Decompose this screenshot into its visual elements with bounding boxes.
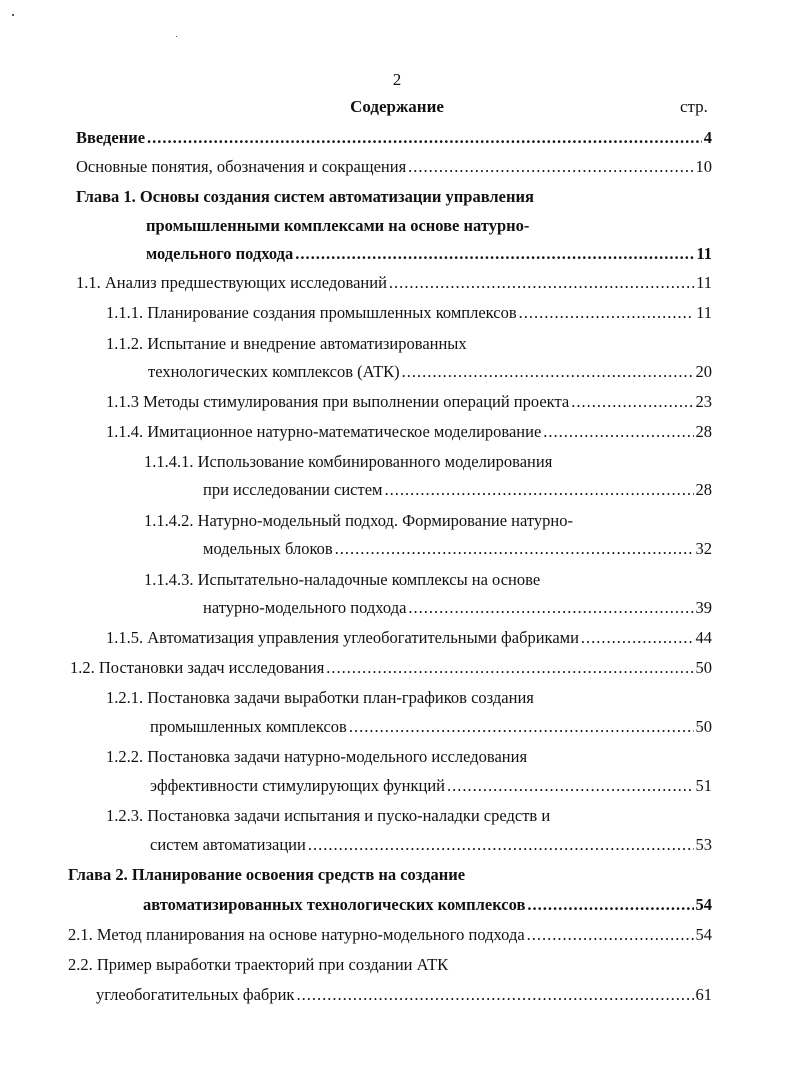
toc-entry-1-2-2-line-1: 1.2.2. Постановка задачи натурно-модельного исследования — [106, 747, 528, 766]
toc-leader-dots — [519, 302, 694, 324]
toc-entry-text: Введение — [76, 128, 146, 147]
toc-entry-1-1-4-1 — [203, 479, 712, 501]
toc-entry-text: натурно-модельного подхода — [203, 598, 407, 617]
toc-entry-text: 1.1.4. Имитационное натурно-математическое моделирование — [106, 422, 542, 441]
toc-entry-page: 4 — [703, 128, 712, 147]
toc-entry-1-2-2 — [150, 775, 712, 797]
toc-chapter-1-line-2: промышленными комплексами на основе натурно- — [146, 216, 530, 235]
toc-leader-dots — [308, 834, 694, 856]
scan-speck — [176, 36, 177, 37]
toc-entry-text: при исследовании систем — [203, 480, 383, 499]
toc-entry-page: 54 — [695, 925, 712, 944]
toc-entry-text: эффективности стимулирующих функций — [150, 776, 445, 795]
toc-entry-page: 11 — [696, 273, 712, 292]
toc-leader-dots — [389, 272, 694, 294]
toc-entry-1-1 — [76, 272, 712, 294]
toc-entry-text: Основные понятия, обозначения и сокращения — [76, 157, 407, 176]
toc-entry-text: модельных блоков — [203, 539, 333, 558]
toc-leader-dots — [326, 657, 693, 679]
toc-leader-dots — [384, 479, 693, 501]
scan-speck — [12, 14, 14, 16]
toc-leader-dots — [349, 716, 694, 738]
toc-entry-1-1-1 — [106, 302, 712, 324]
toc-chapter-2-line-1: Глава 2. Планирование освоения средств на создание — [68, 865, 466, 884]
toc-entry-page: 50 — [695, 717, 712, 736]
toc-entry-2-2 — [96, 984, 712, 1006]
toc-entry-2-1 — [68, 924, 712, 946]
toc-leader-dots — [571, 391, 693, 413]
toc-entry-1-1-2 — [148, 361, 712, 383]
toc-entry-text: систем автоматизации — [150, 835, 306, 854]
toc-entry-introduction — [76, 127, 712, 149]
toc-entry-text: 1.2. Постановки задач исследования — [70, 658, 325, 677]
toc-entry-1-1-5 — [106, 627, 712, 649]
toc-entry-text: технологических комплексов (АТК) — [148, 362, 400, 381]
toc-leader-dots — [527, 924, 694, 946]
toc-entry-page: 11 — [696, 244, 712, 263]
toc-entry-chapter-1 — [146, 243, 712, 265]
toc-leader-dots — [581, 627, 694, 649]
toc-entry-1-1-4-2-line-1: 1.1.4.2. Натурно-модельный подход. Формирование натурно- — [144, 511, 573, 530]
toc-leader-dots — [147, 127, 702, 149]
toc-entry-text: углеобогатительных фабрик — [96, 985, 295, 1004]
toc-entry-page: 28 — [695, 422, 712, 441]
toc-leader-dots — [527, 894, 693, 916]
toc-entry-page: 44 — [695, 628, 712, 647]
toc-leader-dots — [296, 984, 693, 1006]
toc-entry-page: 50 — [695, 658, 712, 677]
toc-entry-1-2-3-line-1: 1.2.3. Постановка задачи испытания и пуско-наладки средств и — [106, 806, 551, 825]
toc-entry-page: 32 — [695, 539, 712, 558]
toc-entry-2-2-line-1: 2.2. Пример выработки траекторий при создании АТК — [68, 955, 449, 974]
toc-entry-text: 1.1.3 Методы стимулирования при выполнении операций проекта — [106, 392, 570, 411]
toc-entry-1-2-1 — [150, 716, 712, 738]
toc-leader-dots — [447, 775, 694, 797]
toc-entry-text: 2.1. Метод планирования на основе натурно-модельного подхода — [68, 925, 525, 944]
toc-leader-dots — [335, 538, 694, 560]
toc-leader-dots — [408, 156, 693, 178]
toc-leader-dots — [402, 361, 694, 383]
toc-entry-page: 11 — [696, 303, 712, 322]
toc-entry-page: 10 — [695, 157, 712, 176]
toc-leader-dots — [543, 421, 693, 443]
toc-entry-text: 1.1.1. Планирование создания промышленных комплексов — [106, 303, 517, 322]
toc-entry-1-1-4-3 — [203, 597, 712, 619]
toc-entry-text: автоматизированных технологических комплексов — [143, 895, 526, 914]
toc-entry-1-2-1-line-1: 1.2.1. Постановка задачи выработки план-графиков создания — [106, 688, 534, 707]
page-number: 2 — [392, 70, 402, 89]
toc-entry-text: модельного подхода — [146, 244, 294, 263]
toc-entry-1-1-4-2 — [203, 538, 712, 560]
toc-entry-text: промышленных комплексов — [150, 717, 347, 736]
toc-entry-1-2-3 — [150, 834, 712, 856]
toc-entry-1-1-3 — [106, 391, 712, 413]
toc-entry-text: 1.1. Анализ предшествующих исследований — [76, 273, 387, 292]
page-column-label: стр. — [680, 97, 708, 116]
toc-entry-1-1-2-line-1: 1.1.2. Испытание и внедрение автоматизированных — [106, 334, 467, 353]
toc-entry-page: 51 — [695, 776, 712, 795]
toc-entry-text: 1.1.5. Автоматизация управления углеобогатительными фабриками — [106, 628, 579, 647]
toc-entry-page: 61 — [695, 985, 712, 1004]
toc-entry-page: 28 — [695, 480, 712, 499]
toc-entry-page: 20 — [695, 362, 712, 381]
toc-chapter-1-line-1: Глава 1. Основы создания систем автоматизации управления — [76, 187, 534, 206]
toc-entry-page: 23 — [695, 392, 712, 411]
toc-entry-page: 54 — [695, 895, 712, 914]
toc-entry-page: 53 — [695, 835, 712, 854]
toc-entry-1-1-4-3-line-1: 1.1.4.3. Испытательно-наладочные комплексы на основе — [144, 570, 541, 589]
toc-entry-page: 39 — [695, 598, 712, 617]
toc-entry-basic-concepts — [76, 156, 712, 178]
toc-leader-dots — [408, 597, 693, 619]
toc-leader-dots — [295, 243, 694, 265]
toc-entry-1-1-4-1-line-1: 1.1.4.1. Использование комбинированного моделирования — [144, 452, 553, 471]
toc-entry-1-2 — [70, 657, 712, 679]
toc-heading: Содержание — [350, 97, 444, 116]
toc-entry-1-1-4 — [106, 421, 712, 443]
toc-entry-chapter-2 — [143, 894, 712, 916]
